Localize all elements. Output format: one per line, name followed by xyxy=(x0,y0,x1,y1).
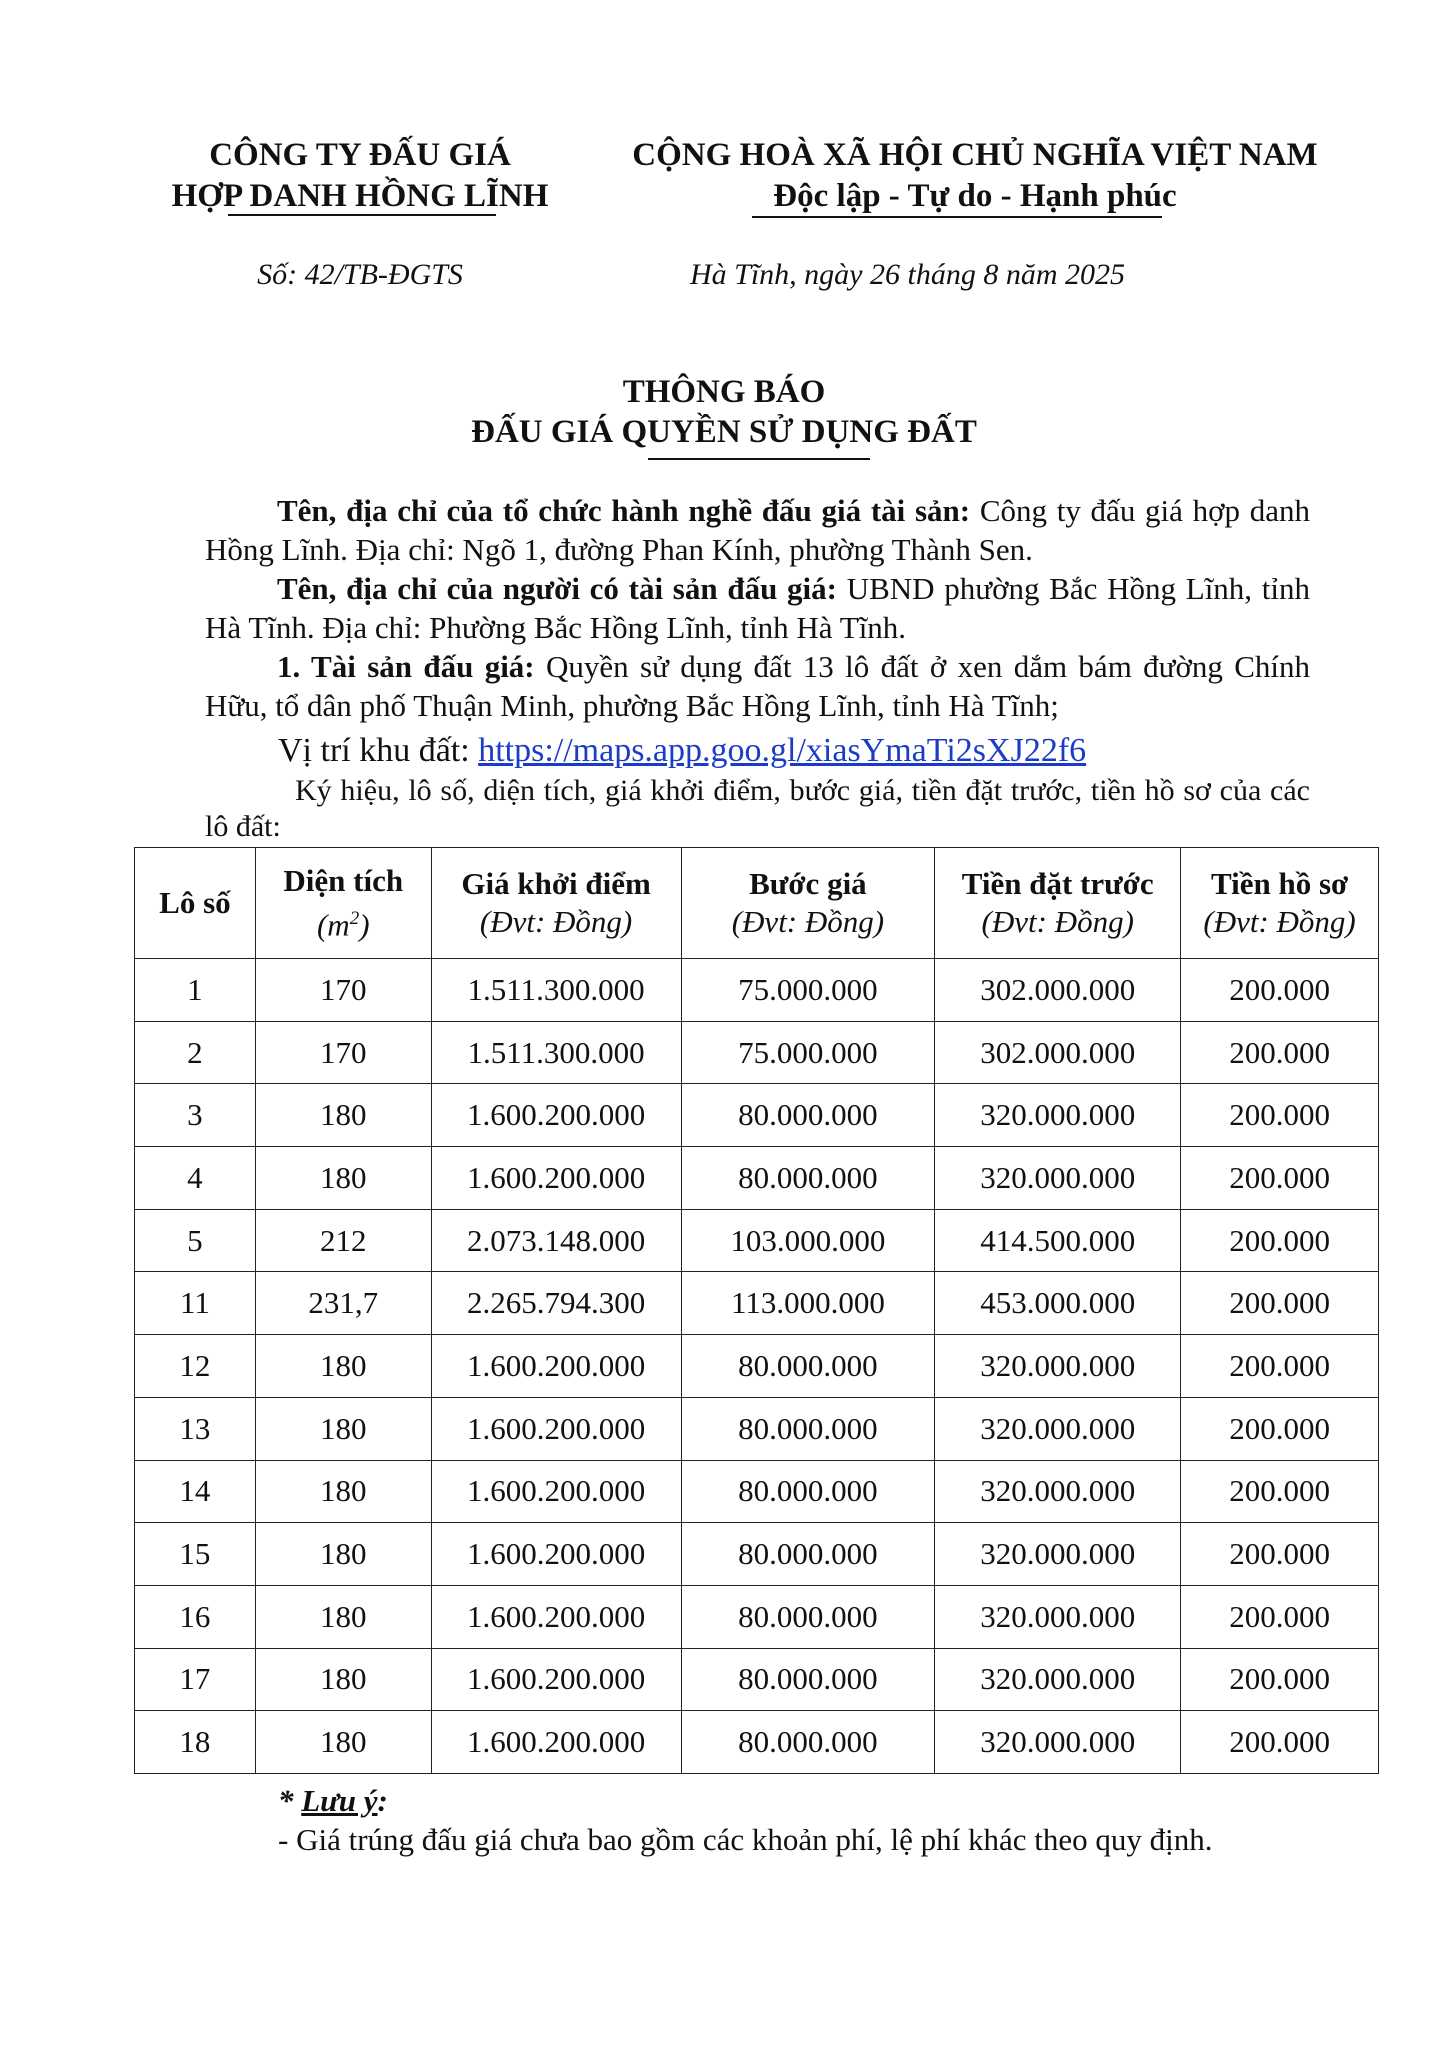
cell-step: 80.000.000 xyxy=(681,1335,935,1398)
cell-deposit: 320.000.000 xyxy=(935,1523,1181,1586)
cell-lot: 5 xyxy=(135,1209,256,1272)
cell-step: 113.000.000 xyxy=(681,1272,935,1335)
cell-area: 180 xyxy=(255,1460,431,1523)
table-row xyxy=(135,1084,1379,1147)
cell-area: 180 xyxy=(255,1523,431,1586)
note-title: * Lưu ý: xyxy=(278,1783,388,1818)
header-lot: Lô số xyxy=(135,848,256,959)
org-line-2: HỢP DANH HỒNG LĨNH xyxy=(171,178,549,214)
cell-start-price: 1.600.200.000 xyxy=(431,1523,681,1586)
cell-start-price: 1.600.200.000 xyxy=(431,1335,681,1398)
note-text: - Giá trúng đấu giá chưa bao gồm các khoản phí, lệ phí khác theo quy định. xyxy=(278,1822,1213,1857)
table-intro-text: Ký hiệu, lô số, diện tích, giá khởi điểm, bước giá, tiền đặt trước, tiền hồ sơ của các lô đất: xyxy=(205,774,1310,843)
table-row xyxy=(135,1460,1379,1523)
cell-deposit: 302.000.000 xyxy=(935,1021,1181,1084)
cell-lot: 11 xyxy=(135,1272,256,1335)
table-row xyxy=(135,1648,1379,1711)
cell-dossier: 200.000 xyxy=(1181,1397,1379,1460)
cell-lot: 13 xyxy=(135,1397,256,1460)
cell-step: 80.000.000 xyxy=(681,1460,935,1523)
location-label: Vị trí khu đất: xyxy=(278,732,479,769)
national-motto xyxy=(595,135,1355,217)
cell-lot: 18 xyxy=(135,1711,256,1774)
paragraph-auction-asset xyxy=(205,647,1310,725)
header-step: Bước giá (Đvt: Đồng) xyxy=(681,848,935,959)
location-map-link[interactable]: https://maps.app.goo.gl/xiasYmaTi2sXJ22f6 xyxy=(478,732,1087,769)
cell-area: 170 xyxy=(255,959,431,1022)
paragraph-label: Tên, địa chỉ của tổ chức hành nghề đấu giá tài sản: xyxy=(277,493,971,528)
cell-start-price: 1.600.200.000 xyxy=(431,1711,681,1774)
cell-start-price: 1.600.200.000 xyxy=(431,1585,681,1648)
cell-lot: 17 xyxy=(135,1648,256,1711)
table-row xyxy=(135,1711,1379,1774)
cell-start-price: 1.600.200.000 xyxy=(431,1648,681,1711)
motto: Độc lập - Tự do - Hạnh phúc xyxy=(773,178,1177,214)
cell-start-price: 2.073.148.000 xyxy=(431,1209,681,1272)
paragraph-auction-organization xyxy=(205,491,1310,569)
cell-lot: 4 xyxy=(135,1147,256,1210)
cell-lot: 1 xyxy=(135,959,256,1022)
motto-underline xyxy=(752,216,1162,218)
document-number: Số: 42/TB-ĐGTS xyxy=(257,258,463,291)
paragraph-label: 1. Tài sản đấu giá: xyxy=(277,649,535,684)
cell-area: 212 xyxy=(255,1209,431,1272)
cell-deposit: 414.500.000 xyxy=(935,1209,1181,1272)
table-row xyxy=(135,1147,1379,1210)
cell-area: 180 xyxy=(255,1648,431,1711)
cell-area: 180 xyxy=(255,1585,431,1648)
document-date: Hà Tĩnh, ngày 26 tháng 8 năm 2025 xyxy=(690,258,1125,291)
cell-step: 80.000.000 xyxy=(681,1648,935,1711)
paragraph-text: Quyền sử dụng đất 13 lô đất ở xen dắm bám đường Chính Hữu, tổ dân phố Thuận Minh, phường Bắc Hồng Lĩnh, tỉnh Hà Tĩnh; xyxy=(205,649,1310,723)
table-row xyxy=(135,1397,1379,1460)
cell-area: 231,7 xyxy=(255,1272,431,1335)
cell-step: 80.000.000 xyxy=(681,1523,935,1586)
table-row xyxy=(135,1272,1379,1335)
cell-dossier: 200.000 xyxy=(1181,1648,1379,1711)
paragraph-text: Công ty đấu giá hợp danh Hồng Lĩnh. Địa chỉ: Ngõ 1, đường Phan Kính, phường Thành Sen. xyxy=(205,493,1310,567)
location-line xyxy=(278,730,1086,772)
cell-deposit: 320.000.000 xyxy=(935,1648,1181,1711)
cell-start-price: 1.511.300.000 xyxy=(431,1021,681,1084)
cell-start-price: 1.600.200.000 xyxy=(431,1460,681,1523)
cell-start-price: 2.265.794.300 xyxy=(431,1272,681,1335)
cell-lot: 3 xyxy=(135,1084,256,1147)
cell-step: 80.000.000 xyxy=(681,1711,935,1774)
org-underline xyxy=(228,214,496,216)
cell-deposit: 320.000.000 xyxy=(935,1585,1181,1648)
cell-area: 170 xyxy=(255,1021,431,1084)
table-row xyxy=(135,1209,1379,1272)
cell-area: 180 xyxy=(255,1147,431,1210)
paragraph-label: Tên, địa chỉ của người có tài sản đấu giá: xyxy=(277,571,837,606)
cell-area: 180 xyxy=(255,1335,431,1398)
cell-deposit: 320.000.000 xyxy=(935,1335,1181,1398)
cell-step: 80.000.000 xyxy=(681,1397,935,1460)
cell-deposit: 320.000.000 xyxy=(935,1397,1181,1460)
table-header-row xyxy=(135,848,1379,959)
table-row xyxy=(135,1021,1379,1084)
cell-deposit: 320.000.000 xyxy=(935,1711,1181,1774)
cell-step: 75.000.000 xyxy=(681,959,935,1022)
organization-name xyxy=(120,135,600,217)
table-row xyxy=(135,1585,1379,1648)
lots-table xyxy=(134,847,1379,1774)
cell-dossier: 200.000 xyxy=(1181,1272,1379,1335)
paragraph-asset-owner xyxy=(205,569,1310,647)
note-label: Lưu ý xyxy=(301,1783,378,1818)
country-name: CỘNG HOÀ XÃ HỘI CHỦ NGHĨA VIỆT NAM xyxy=(632,137,1318,173)
cell-deposit: 320.000.000 xyxy=(935,1460,1181,1523)
cell-start-price: 1.511.300.000 xyxy=(431,959,681,1022)
cell-start-price: 1.600.200.000 xyxy=(431,1147,681,1210)
cell-lot: 12 xyxy=(135,1335,256,1398)
cell-lot: 15 xyxy=(135,1523,256,1586)
cell-dossier: 200.000 xyxy=(1181,959,1379,1022)
cell-step: 80.000.000 xyxy=(681,1585,935,1648)
cell-step: 103.000.000 xyxy=(681,1209,935,1272)
cell-lot: 14 xyxy=(135,1460,256,1523)
cell-deposit: 320.000.000 xyxy=(935,1147,1181,1210)
cell-deposit: 453.000.000 xyxy=(935,1272,1181,1335)
title-underline xyxy=(648,458,870,460)
paragraph-text: UBND phường Bắc Hồng Lĩnh, tỉnh Hà Tĩnh. Địa chỉ: Phường Bắc Hồng Lĩnh, tỉnh Hà Tĩnh. xyxy=(205,571,1311,645)
table-intro xyxy=(205,773,1310,845)
cell-step: 80.000.000 xyxy=(681,1084,935,1147)
cell-dossier: 200.000 xyxy=(1181,1523,1379,1586)
cell-dossier: 200.000 xyxy=(1181,1460,1379,1523)
cell-dossier: 200.000 xyxy=(1181,1711,1379,1774)
cell-deposit: 320.000.000 xyxy=(935,1084,1181,1147)
cell-step: 80.000.000 xyxy=(681,1147,935,1210)
title-line-2: ĐẤU GIÁ QUYỀN SỬ DỤNG ĐẤT xyxy=(471,414,977,450)
cell-dossier: 200.000 xyxy=(1181,1084,1379,1147)
cell-lot: 16 xyxy=(135,1585,256,1648)
cell-dossier: 200.000 xyxy=(1181,1147,1379,1210)
document-title xyxy=(0,372,1448,452)
header-start-price: Giá khởi điểm (Đvt: Đồng) xyxy=(431,848,681,959)
table-row xyxy=(135,959,1379,1022)
cell-area: 180 xyxy=(255,1397,431,1460)
cell-deposit: 302.000.000 xyxy=(935,959,1181,1022)
cell-area: 180 xyxy=(255,1084,431,1147)
cell-start-price: 1.600.200.000 xyxy=(431,1084,681,1147)
table-row xyxy=(135,1335,1379,1398)
cell-step: 75.000.000 xyxy=(681,1021,935,1084)
cell-area: 180 xyxy=(255,1711,431,1774)
cell-start-price: 1.600.200.000 xyxy=(431,1397,681,1460)
title-line-1: THÔNG BÁO xyxy=(622,374,826,410)
cell-dossier: 200.000 xyxy=(1181,1209,1379,1272)
header-deposit: Tiền đặt trước (Đvt: Đồng) xyxy=(935,848,1181,959)
cell-dossier: 200.000 xyxy=(1181,1585,1379,1648)
table-row xyxy=(135,1523,1379,1586)
header-dossier: Tiền hồ sơ (Đvt: Đồng) xyxy=(1181,848,1379,959)
cell-dossier: 200.000 xyxy=(1181,1021,1379,1084)
org-line-1: CÔNG TY ĐẤU GIÁ xyxy=(209,137,511,173)
cell-lot: 2 xyxy=(135,1021,256,1084)
cell-dossier: 200.000 xyxy=(1181,1335,1379,1398)
header-area: Diện tích $(m^2)$ xyxy=(255,848,431,959)
